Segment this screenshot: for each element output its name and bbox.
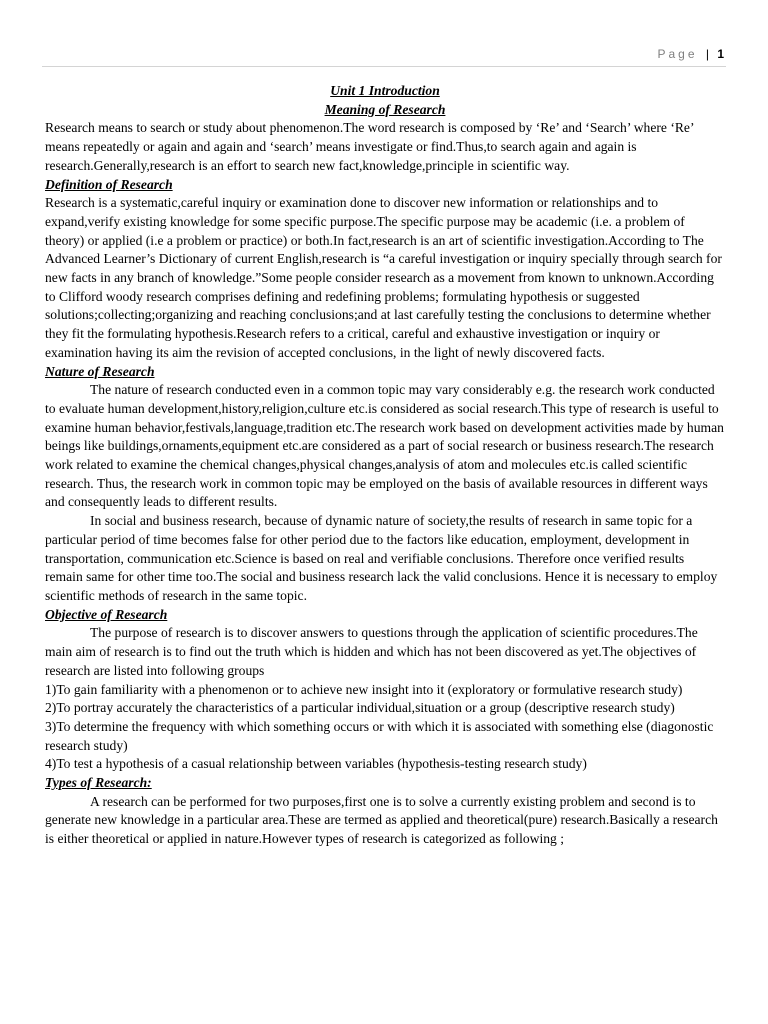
nature-paragraph-2: In social and business research, because of dynamic nature of society,the results of research in same topic for a particular period of time becomes false for other period due to the factors like education, employment, development in transportation, communication etc.Science is based on real and verifiable conclusions. Therefore once verified results remain same for other time too.The social and business research lack the valid conclusions. Hence it is necessary to employ scientific methods of research in the same topic. <box>45 513 718 603</box>
objective-paragraph: The purpose of research is to discover answers to questions through the application of scientific procedures.The main aim of research is to find out the truth which is hidden and which has not been discovered as yet.The objectives of research are listed into following groups <box>45 625 698 678</box>
objective-item-1: 1)To gain familiarity with a phenomenon or to achieve new insight into it (exploratory or formulative research study) <box>45 681 683 697</box>
objective-heading: Objective of Research <box>45 606 168 622</box>
objective-item-4: 4)To test a hypothesis of a casual relationship between variables (hypothesis-testing research study) <box>45 756 587 772</box>
objective-item-3: 3)To determine the frequency with which something occurs or with which it is associated with something else (diagonostic research study) <box>45 718 714 753</box>
page-separator: | <box>705 47 709 61</box>
document-body <box>45 82 725 849</box>
types-heading: Types of Research: <box>45 775 152 791</box>
meaning-heading: Meaning of Research <box>324 101 446 117</box>
page-header <box>657 47 724 61</box>
page-number: 1 <box>717 47 724 61</box>
nature-heading: Nature of Research <box>45 363 155 379</box>
nature-paragraph-1: The nature of research conducted even in a common topic may vary considerably e.g. the research work conducted to evaluate human development,history,religion,culture etc.is considered as social research.This type of research is useful to examine human behavior,festivals,language,tradition etc.The research work based on development activities made by human beings like buildings,ornaments,equipment etc.are considered as a part of social research or business research.The research work related to examine the chemical changes,physical changes,analysis of atom and molecules etc.is called scientific research. Thus, the research work in common topic may be employed on the basis of available resources in different ways and consequently leads to different results. <box>45 382 724 510</box>
definition-paragraph: Research is a systematic,careful inquiry or examination done to discover new information or relationships and to expand,verify existing knowledge for some specific purpose.The specific purpose may be academic (i.e. a problem of theory) or applied (i.e a problem or practice) or both.In fact,research is an art of scientific investigation.According to The Advanced Learner’s Dictionary of current English,research is “a careful investigation or inquiry specially through search for new facts in any branch of knowledge.”Some people consider research as a movement from known to unknown.According to Clifford woody research comprises defining and redefining problems; formulating hypothesis or suggested solutions;collecting;organizing and reaching conclusions;and at last carefully testing the conclusions to determine whether they fit the formulating hypothesis.Research refers to a critical, careful and exhaustive investigation or inquiry or examination having its aim the revision of accepted conclusions, in the light of newly discovered facts. <box>45 195 722 360</box>
page-label: Page <box>657 47 698 61</box>
objective-item-2: 2)To portray accurately the characteristics of a particular individual,situation or a group (descriptive research study) <box>45 700 675 716</box>
meaning-paragraph: Research means to search or study about phenomenon.The word research is composed by ‘Re’ and ‘Search’ where ‘Re’ means repeatedly or again and again and ‘search’ means investigate or find.Thus,to search again and again is research.Generally,research is an effort to search new fact,knowledge,principle in scientific way. <box>45 120 694 173</box>
header-divider <box>42 66 726 67</box>
unit-title: Unit 1 Introduction <box>330 83 440 98</box>
definition-heading: Definition of Research <box>45 176 173 192</box>
types-paragraph: A research can be performed for two purposes,first one is to solve a currently existing problem and second is to generate new knowledge in a particular area.These are termed as applied and theoretical(pure) research.Basically a research is either theoretical or applied in nature.However types of research is categorized as following ; <box>45 793 718 847</box>
